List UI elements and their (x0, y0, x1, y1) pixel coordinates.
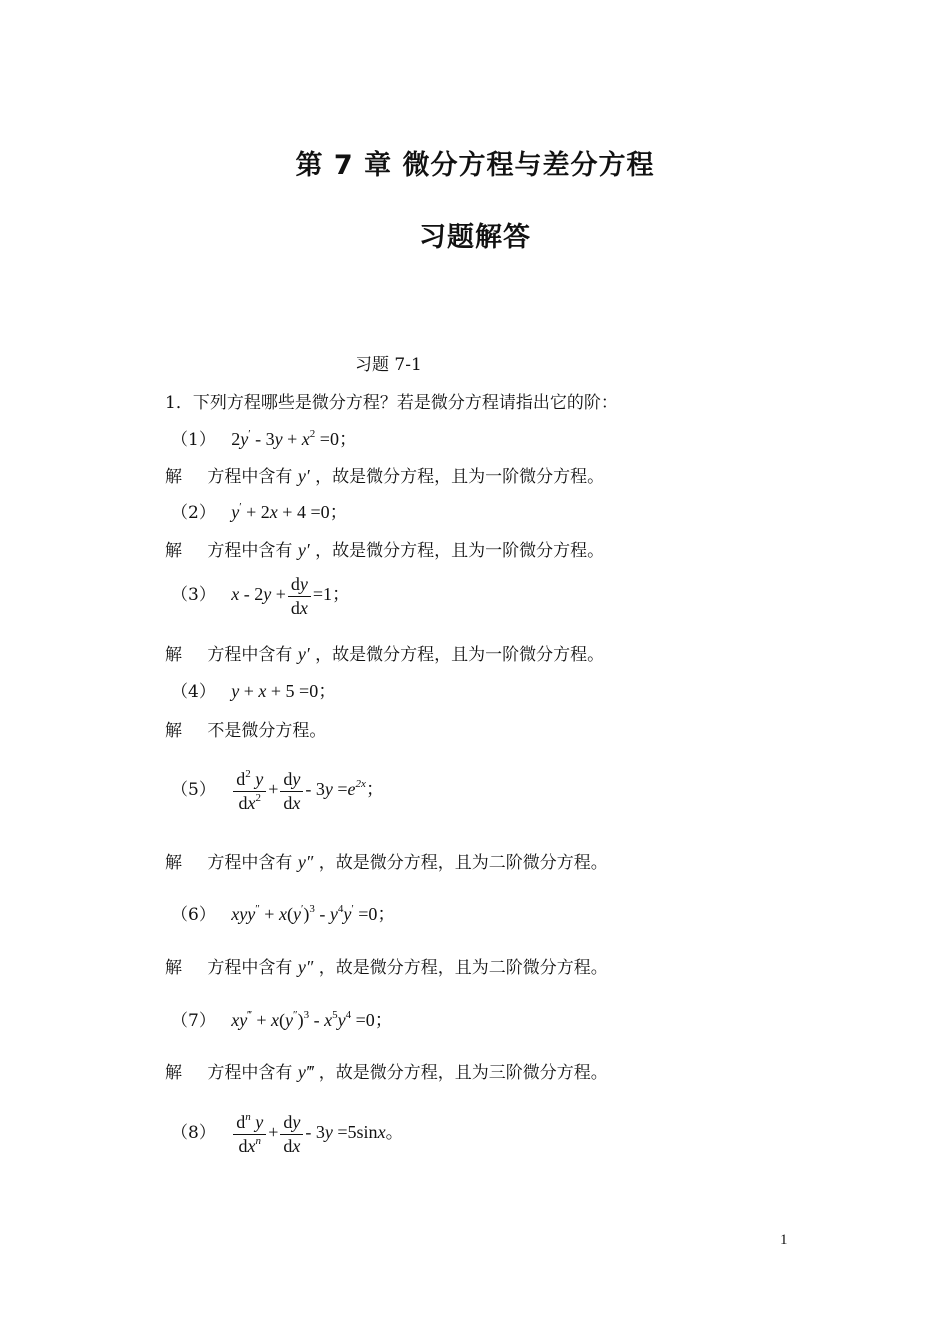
solution-text: 方程中含有 (207, 853, 293, 873)
section-title: 习题 7-1 (355, 355, 422, 375)
solution-text: 方程中含有 (207, 958, 293, 978)
solution-6 (165, 953, 608, 978)
solution-prefix: 解 (165, 1063, 182, 1083)
equation-5 (171, 768, 384, 814)
solution-tail: ，故是微分方程，且为一阶微分方程。 (315, 645, 605, 665)
item-label: （4） (171, 682, 216, 702)
item-label: （7） (171, 1011, 216, 1031)
solution-7 (165, 1058, 608, 1083)
equation-math: $xyy'' + x(y')^3 - y^4y' =0$； (231, 903, 396, 924)
equation-4 (171, 677, 336, 703)
solution-var: y′ (297, 466, 310, 486)
solution-text: 不是微分方程。 (207, 721, 327, 741)
equation-2 (171, 498, 348, 524)
equation-6 (171, 900, 395, 926)
solution-prefix: 解 (165, 541, 182, 561)
equation-math: $\frac{d^2 y}{dx^2}$ + $\frac{dy}{dx}$ - $3y =e^{2x}$； (231, 779, 384, 799)
item-label: （6） (171, 905, 216, 925)
solution-text: 方程中含有 (207, 1063, 293, 1083)
solution-var: y′ (297, 644, 310, 664)
subtitle: 习题解答 (419, 222, 531, 253)
item-label: （3） (171, 585, 216, 606)
solution-tail: ，故是微分方程，且为三阶微分方程。 (318, 1063, 608, 1083)
equation-7 (171, 1006, 393, 1032)
question-text: 1．下列方程哪些是微分方程？若是微分方程请指出它的阶： (165, 393, 618, 413)
solution-text: 方程中含有 (207, 541, 293, 561)
solution-tail: ，故是微分方程，且为二阶微分方程。 (318, 853, 608, 873)
solution-1 (165, 462, 604, 487)
solution-prefix: 解 (165, 958, 182, 978)
chapter-title: 第 7 章 微分方程与差分方程 (295, 150, 655, 181)
equation-math: x - 2y + $\frac{dy}{dx}$ =1； (231, 574, 351, 618)
solution-tail: ，故是微分方程，且为一阶微分方程。 (315, 541, 605, 561)
equation-8 (171, 1111, 404, 1157)
solution-tail: ，故是微分方程，且为一阶微分方程。 (315, 467, 605, 487)
equation-1 (171, 425, 357, 451)
page-number: 1 (780, 1232, 788, 1248)
equation-math: $\frac{d^n y}{dx^n}$ + $\frac{dy}{dx}$ - 3y =5sinx。 (231, 1122, 403, 1142)
solution-5 (165, 848, 608, 873)
equation-math: y′ + 2x + 4 =0； (231, 501, 348, 522)
equation-math: $xy^‴ + x(y'')^3 - x^5y^4 =0$； (231, 1009, 393, 1030)
solution-text: 方程中含有 (207, 645, 293, 665)
solution-prefix: 解 (165, 853, 182, 873)
solution-var: y′ (297, 540, 310, 560)
equation-math: y + x + 5 =0； (231, 681, 337, 701)
solution-4 (165, 716, 326, 741)
equation-math: $2y' - 3y + x^2 =0$； (231, 428, 357, 449)
solution-3 (165, 640, 604, 665)
solution-var: y″ (297, 957, 314, 977)
item-label: （8） (171, 1123, 216, 1144)
item-label: （2） (171, 503, 216, 523)
solution-2 (165, 536, 604, 561)
solution-var: y″ (297, 852, 314, 872)
solution-prefix: 解 (165, 721, 182, 741)
solution-prefix: 解 (165, 467, 182, 487)
solution-tail: ，故是微分方程，且为二阶微分方程。 (318, 958, 608, 978)
item-label: （1） (171, 430, 216, 450)
solution-var: y‴ (297, 1062, 314, 1082)
equation-3 (171, 573, 350, 619)
solution-prefix: 解 (165, 645, 182, 665)
solution-text: 方程中含有 (207, 467, 293, 487)
item-label: （5） (171, 780, 216, 801)
